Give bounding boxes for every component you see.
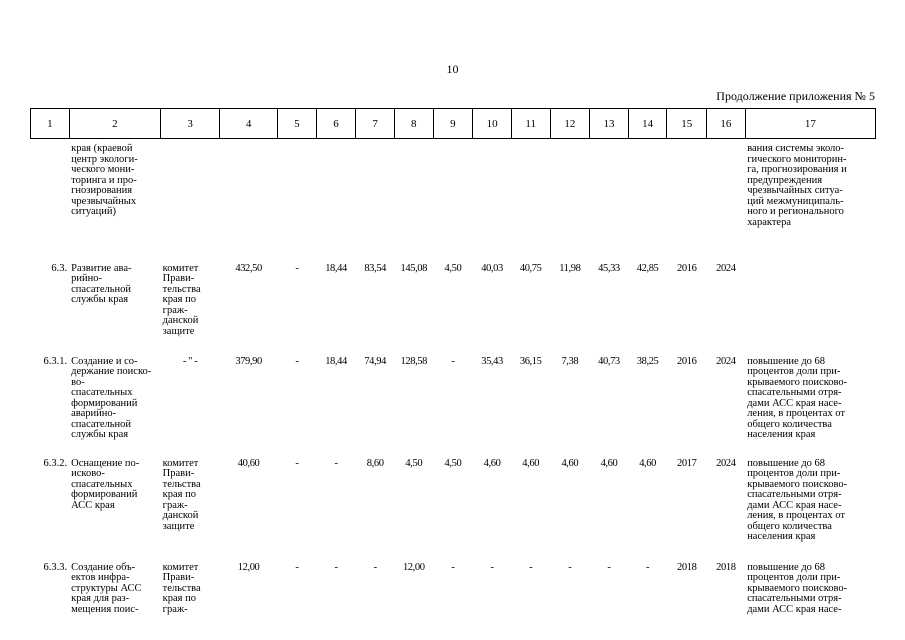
item-executor (161, 139, 220, 264)
page-number: 10 (446, 62, 459, 76)
item-value: 8,60 (366, 457, 384, 469)
table-row (31, 459, 876, 563)
item-end-year: 2018 (716, 561, 736, 573)
annex-table (30, 108, 876, 635)
item-value: - (295, 561, 299, 573)
header-row (31, 109, 876, 139)
item-value: - (490, 561, 494, 573)
item-code (31, 139, 70, 264)
item-end-year: 2024 (716, 355, 736, 367)
item-value: 40,75 (519, 262, 542, 274)
item-value: - (529, 561, 533, 573)
item-end-year: 2024 (716, 457, 736, 469)
column-header: 17 (745, 109, 875, 139)
item-name: Развитие ава- рийно- спасательной службы края (71, 262, 132, 305)
table-row (31, 563, 876, 635)
item-value: 45,33 (598, 262, 620, 274)
continuation-label: Продолжение приложения № 5 (716, 89, 875, 103)
item-value: 40,03 (481, 262, 503, 274)
column-header: 1 (31, 109, 70, 139)
item-start-year: 2017 (677, 457, 697, 469)
item-executor: - " - (182, 355, 198, 367)
item-name: Создание и со- держание поиско- во- спасательных формирований аварийно- спасательной службы края (71, 355, 152, 440)
item-value: 40,73 (598, 355, 620, 367)
column-header: 14 (628, 109, 667, 139)
item-value: 4,50 (405, 457, 423, 469)
item-value (550, 139, 590, 264)
column-header: 7 (356, 109, 395, 139)
item-result: вания системы эколо- гического мониторин- га, прогнозирования и предупреждения чрезвычайных ситуа- ций межмуниципаль- ного и регионального характера (747, 143, 847, 228)
item-value: 18,44 (325, 262, 347, 274)
item-value: 7,38 (561, 355, 579, 367)
column-header: 3 (161, 109, 220, 139)
item-end-year: 2024 (716, 262, 736, 274)
item-result: повышение до 68 процентов доли при- крываемого поисково- спасательными отря- дами АСС края насе- ления, в процентах от общего количества населения края (747, 457, 848, 542)
column-header: 6 (316, 109, 356, 139)
table-row (31, 357, 876, 459)
column-header: 4 (220, 109, 278, 139)
item-total: 40,60 (237, 457, 260, 469)
item-value: 4,60 (483, 457, 501, 469)
column-header: 10 (473, 109, 512, 139)
item-value: 11,98 (559, 262, 581, 274)
item-value: 74,94 (364, 355, 386, 367)
table-row (31, 264, 876, 357)
item-value (473, 139, 512, 264)
item-name: Создание объ- ектов инфра- структуры АСС края для раз- мещения поис- (71, 561, 142, 615)
column-header: 16 (707, 109, 746, 139)
item-value (356, 139, 395, 264)
column-header: 13 (590, 109, 629, 139)
item-value: - (451, 561, 455, 573)
item-code: 6.3.2. (43, 457, 68, 469)
item-value: 12,00 (402, 561, 425, 573)
item-value: 4,60 (600, 457, 618, 469)
item-value: 4,60 (639, 457, 656, 469)
item-value: - (334, 561, 338, 573)
item-value: 128,58 (400, 355, 428, 367)
item-start-year (667, 139, 707, 264)
table-row (31, 139, 876, 264)
item-value: - (295, 262, 299, 274)
item-start-year: 2018 (677, 561, 697, 573)
item-value (278, 139, 317, 264)
item-value: 35,43 (481, 355, 503, 367)
item-code: 6.3. (51, 262, 68, 274)
item-total: 432,50 (235, 262, 262, 274)
item-name: Оснащение по- исково- спасательных формирований АСС края (71, 457, 140, 511)
item-value: 4,60 (561, 457, 579, 469)
item-value (433, 139, 473, 264)
item-value: - (646, 561, 650, 573)
item-value: 83,54 (364, 262, 386, 274)
item-value: 4,50 (444, 262, 462, 274)
item-executor: комитет Прави- тельства края по граж- данской защите (162, 262, 201, 337)
item-start-year: 2016 (677, 262, 697, 274)
column-header: 8 (394, 109, 433, 139)
item-value: 145,08 (400, 262, 428, 274)
item-code: 6.3.3. (43, 561, 68, 573)
item-value (590, 139, 629, 264)
column-header: 2 (69, 109, 161, 139)
item-total: 379,90 (235, 355, 262, 367)
item-executor: комитет Прави- тельства края по граж- данской защите (162, 457, 201, 532)
item-value: - (451, 355, 455, 367)
item-value (316, 139, 356, 264)
item-value (628, 139, 667, 264)
column-header: 9 (433, 109, 473, 139)
item-value: 4,60 (522, 457, 540, 469)
item-total: 12,00 (237, 561, 260, 573)
item-end-year (707, 139, 746, 264)
item-value: - (568, 561, 572, 573)
item-value (394, 139, 433, 264)
item-result: повышение до 68 процентов доли при- крываемого поисково- спасательными отря- дами АСС края насе- (747, 561, 848, 615)
item-value: - (373, 561, 377, 573)
item-value: 18,44 (325, 355, 347, 367)
item-value: 38,25 (636, 355, 659, 367)
item-code: 6.3.1. (43, 355, 68, 367)
item-value: - (334, 457, 338, 469)
item-value: 4,50 (444, 457, 462, 469)
item-result: повышение до 68 процентов доли при- крываемого поисково- спасательными отря- дами АСС края насе- ления, в процентах от общего количества населения края (747, 355, 848, 440)
item-value: 42,85 (636, 262, 659, 274)
column-header: 12 (550, 109, 590, 139)
item-value: - (607, 561, 611, 573)
item-start-year: 2016 (677, 355, 697, 367)
item-value: - (295, 457, 299, 469)
item-value (511, 139, 550, 264)
item-name: края (краевой центр экологи- ческого мони- торинга и про- гнозирования чрезвычайных ситуаций) (71, 143, 138, 217)
item-executor: комитет Прави- тельства края по граж- (162, 561, 201, 615)
column-header: 11 (511, 109, 550, 139)
item-value: 36,15 (519, 355, 542, 367)
item-total (220, 139, 278, 264)
column-header: 15 (667, 109, 707, 139)
item-result (745, 264, 875, 357)
column-header: 5 (278, 109, 317, 139)
item-value: - (295, 355, 299, 367)
